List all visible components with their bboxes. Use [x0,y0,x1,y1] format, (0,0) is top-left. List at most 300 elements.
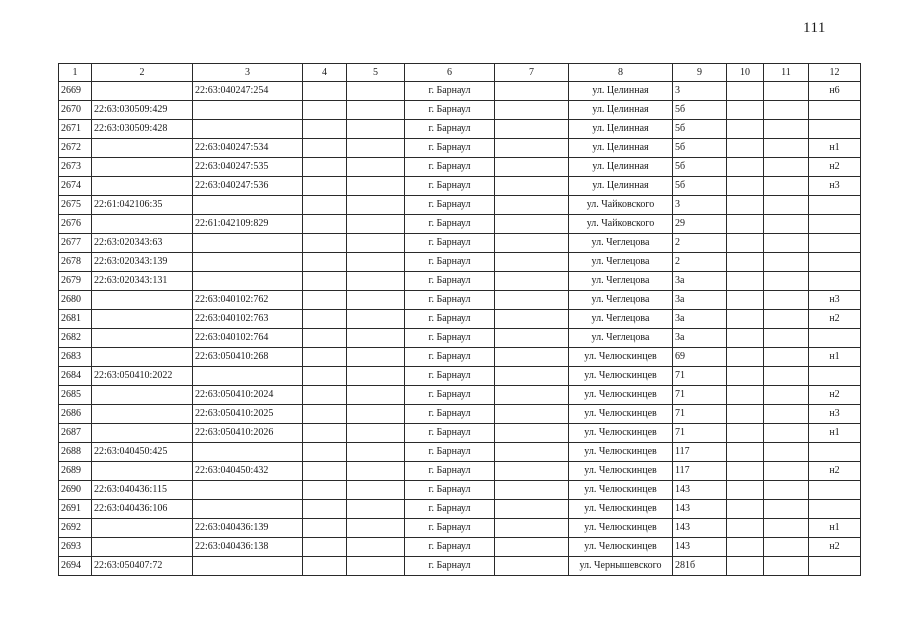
column-10-cell [727,120,764,139]
street-cell: ул. Чеглецова [569,329,673,348]
cadastral-number-secondary-cell: 22:63:040436:138 [193,538,303,557]
table-row [59,443,861,462]
cadastral-number-cell [92,82,193,101]
row-number-cell: 2673 [59,158,92,177]
table-row [59,424,861,443]
register-body [59,82,861,576]
column-11-cell [764,177,809,196]
row-number-cell: 2688 [59,443,92,462]
column-7-cell [495,481,569,500]
column-5-cell [347,481,405,500]
table-row [59,538,861,557]
house-number-cell: 281б [673,557,727,576]
column-10-cell [727,253,764,272]
street-cell: ул. Чернышевского [569,557,673,576]
column-10-cell [727,177,764,196]
column-4-cell [303,329,347,348]
city-cell: г. Барнаул [405,462,495,481]
city-cell: г. Барнаул [405,120,495,139]
column-header: 3 [193,64,303,82]
column-4-cell [303,101,347,120]
table-row [59,215,861,234]
column-5-cell [347,215,405,234]
column-4-cell [303,177,347,196]
column-7-cell [495,253,569,272]
column-7-cell [495,386,569,405]
row-number-cell: 2675 [59,196,92,215]
column-5-cell [347,253,405,272]
note-cell [809,253,861,272]
column-5-cell [347,158,405,177]
column-11-cell [764,82,809,101]
house-number-cell: 3а [673,291,727,310]
table-row [59,386,861,405]
cadastral-number-cell: 22:63:020343:131 [92,272,193,291]
house-number-cell: 3а [673,329,727,348]
house-number-cell: 3 [673,196,727,215]
column-11-cell [764,215,809,234]
column-11-cell [764,253,809,272]
house-number-cell: 29 [673,215,727,234]
cadastral-number-cell: 22:61:042106:35 [92,196,193,215]
column-4-cell [303,405,347,424]
city-cell: г. Барнаул [405,348,495,367]
city-cell: г. Барнаул [405,215,495,234]
city-cell: г. Барнаул [405,101,495,120]
column-4-cell [303,139,347,158]
row-number-cell: 2679 [59,272,92,291]
cadastral-number-cell: 22:63:020343:139 [92,253,193,272]
column-5-cell [347,329,405,348]
cadastral-number-cell: 22:63:050407:72 [92,557,193,576]
cadastral-number-cell [92,291,193,310]
column-4-cell [303,462,347,481]
cadastral-number-secondary-cell [193,101,303,120]
street-cell: ул. Чеглецова [569,253,673,272]
table-row [59,120,861,139]
city-cell: г. Барнаул [405,291,495,310]
note-cell [809,481,861,500]
column-10-cell [727,367,764,386]
column-5-cell [347,367,405,386]
column-header: 12 [809,64,861,82]
column-7-cell [495,348,569,367]
column-4-cell [303,500,347,519]
house-number-cell: 143 [673,500,727,519]
column-10-cell [727,462,764,481]
note-cell: н3 [809,177,861,196]
note-cell: н1 [809,424,861,443]
note-cell: н3 [809,291,861,310]
cadastral-number-secondary-cell: 22:63:050410:2025 [193,405,303,424]
cadastral-number-secondary-cell: 22:63:040450:432 [193,462,303,481]
house-number-cell: 71 [673,405,727,424]
column-5-cell [347,101,405,120]
city-cell: г. Барнаул [405,82,495,101]
table-row [59,82,861,101]
column-header: 8 [569,64,673,82]
column-7-cell [495,139,569,158]
cadastral-number-cell [92,310,193,329]
row-number-cell: 2677 [59,234,92,253]
column-5-cell [347,405,405,424]
note-cell: н2 [809,158,861,177]
cadastral-number-cell [92,158,193,177]
column-header: 1 [59,64,92,82]
row-number-cell: 2689 [59,462,92,481]
column-5-cell [347,462,405,481]
city-cell: г. Барнаул [405,405,495,424]
note-cell [809,234,861,253]
column-11-cell [764,386,809,405]
city-cell: г. Барнаул [405,272,495,291]
column-4-cell [303,424,347,443]
row-number-cell: 2684 [59,367,92,386]
city-cell: г. Барнаул [405,139,495,158]
column-7-cell [495,82,569,101]
column-4-cell [303,310,347,329]
row-number-cell: 2692 [59,519,92,538]
table-row [59,310,861,329]
house-number-cell: 117 [673,443,727,462]
column-7-cell [495,367,569,386]
cadastral-number-secondary-cell [193,234,303,253]
note-cell [809,367,861,386]
column-5-cell [347,234,405,253]
city-cell: г. Барнаул [405,481,495,500]
cadastral-number-cell [92,386,193,405]
column-10-cell [727,557,764,576]
house-number-cell: 71 [673,386,727,405]
column-10-cell [727,82,764,101]
column-4-cell [303,291,347,310]
cadastral-number-secondary-cell [193,120,303,139]
cadastral-number-secondary-cell [193,557,303,576]
column-11-cell [764,462,809,481]
column-11-cell [764,424,809,443]
cadastral-number-secondary-cell: 22:63:040247:536 [193,177,303,196]
row-number-cell: 2690 [59,481,92,500]
table-row [59,158,861,177]
table-row [59,481,861,500]
column-11-cell [764,538,809,557]
house-number-cell: 2 [673,234,727,253]
street-cell: ул. Челюскинцев [569,348,673,367]
column-header: 11 [764,64,809,82]
column-11-cell [764,557,809,576]
city-cell: г. Барнаул [405,177,495,196]
column-4-cell [303,481,347,500]
column-11-cell [764,101,809,120]
city-cell: г. Барнаул [405,424,495,443]
cadastral-number-secondary-cell: 22:61:042109:829 [193,215,303,234]
table-row [59,101,861,120]
cadastral-number-secondary-cell [193,500,303,519]
column-5-cell [347,196,405,215]
city-cell: г. Барнаул [405,557,495,576]
column-5-cell [347,500,405,519]
street-cell: ул. Челюскинцев [569,500,673,519]
column-4-cell [303,443,347,462]
column-5-cell [347,177,405,196]
row-number-cell: 2672 [59,139,92,158]
cadastral-number-secondary-cell: 22:63:050410:2026 [193,424,303,443]
cadastral-number-secondary-cell [193,367,303,386]
column-7-cell [495,519,569,538]
row-number-cell: 2669 [59,82,92,101]
street-cell: ул. Целинная [569,139,673,158]
note-cell: н2 [809,538,861,557]
row-number-cell: 2685 [59,386,92,405]
column-4-cell [303,519,347,538]
cadastral-number-cell: 22:63:040436:106 [92,500,193,519]
column-10-cell [727,158,764,177]
column-7-cell [495,329,569,348]
column-5-cell [347,348,405,367]
column-7-cell [495,291,569,310]
column-11-cell [764,158,809,177]
table-row [59,462,861,481]
row-number-cell: 2671 [59,120,92,139]
column-5-cell [347,443,405,462]
cadastral-number-secondary-cell: 22:63:040102:763 [193,310,303,329]
table-row [59,139,861,158]
cadastral-number-secondary-cell: 22:63:040102:764 [193,329,303,348]
column-5-cell [347,291,405,310]
column-4-cell [303,367,347,386]
column-11-cell [764,120,809,139]
column-4-cell [303,158,347,177]
column-10-cell [727,443,764,462]
column-4-cell [303,215,347,234]
column-11-cell [764,367,809,386]
column-7-cell [495,120,569,139]
cadastral-number-cell: 22:63:040450:425 [92,443,193,462]
column-4-cell [303,272,347,291]
house-number-cell: 5б [673,158,727,177]
street-cell: ул. Целинная [569,177,673,196]
note-cell: н3 [809,405,861,424]
street-cell: ул. Челюскинцев [569,424,673,443]
column-7-cell [495,158,569,177]
note-cell: н6 [809,82,861,101]
note-cell: н1 [809,348,861,367]
column-7-cell [495,500,569,519]
column-11-cell [764,196,809,215]
cadastral-number-cell [92,215,193,234]
column-10-cell [727,215,764,234]
column-7-cell [495,424,569,443]
street-cell: ул. Челюскинцев [569,538,673,557]
city-cell: г. Барнаул [405,367,495,386]
column-4-cell [303,196,347,215]
cadastral-number-cell: 22:63:020343:63 [92,234,193,253]
street-cell: ул. Целинная [569,158,673,177]
column-11-cell [764,291,809,310]
table-row [59,329,861,348]
cadastral-number-cell [92,177,193,196]
street-cell: ул. Целинная [569,82,673,101]
column-10-cell [727,519,764,538]
street-cell: ул. Целинная [569,101,673,120]
column-11-cell [764,519,809,538]
column-4-cell [303,348,347,367]
house-number-cell: 5б [673,120,727,139]
column-5-cell [347,557,405,576]
street-cell: ул. Челюскинцев [569,519,673,538]
cadastral-number-secondary-cell [193,272,303,291]
column-5-cell [347,139,405,158]
cadastral-number-secondary-cell [193,481,303,500]
cadastral-number-cell [92,329,193,348]
house-number-cell: 5б [673,101,727,120]
city-cell: г. Барнаул [405,234,495,253]
column-10-cell [727,101,764,120]
column-7-cell [495,310,569,329]
column-7-cell [495,405,569,424]
row-number-cell: 2686 [59,405,92,424]
note-cell: н1 [809,139,861,158]
row-number-cell: 2670 [59,101,92,120]
column-11-cell [764,443,809,462]
column-10-cell [727,386,764,405]
column-5-cell [347,310,405,329]
column-10-cell [727,310,764,329]
house-number-cell: 117 [673,462,727,481]
row-number-cell: 2674 [59,177,92,196]
house-number-cell: 71 [673,367,727,386]
house-number-cell: 71 [673,424,727,443]
row-number-cell: 2680 [59,291,92,310]
column-header: 5 [347,64,405,82]
street-cell: ул. Чайковского [569,196,673,215]
cadastral-number-secondary-cell: 22:63:050410:268 [193,348,303,367]
column-10-cell [727,272,764,291]
row-number-cell: 2682 [59,329,92,348]
house-number-cell: 3а [673,310,727,329]
cadastral-number-secondary-cell [193,196,303,215]
column-7-cell [495,234,569,253]
cadastral-number-cell [92,519,193,538]
table-row [59,367,861,386]
house-number-cell: 143 [673,481,727,500]
city-cell: г. Барнаул [405,500,495,519]
column-5-cell [347,272,405,291]
table-row [59,519,861,538]
column-header: 7 [495,64,569,82]
house-number-cell: 5б [673,177,727,196]
column-header: 9 [673,64,727,82]
house-number-cell: 2 [673,253,727,272]
cadastral-number-cell [92,424,193,443]
city-cell: г. Барнаул [405,329,495,348]
column-7-cell [495,196,569,215]
row-number-cell: 2681 [59,310,92,329]
row-number-cell: 2694 [59,557,92,576]
column-10-cell [727,196,764,215]
column-header: 6 [405,64,495,82]
street-cell: ул. Челюскинцев [569,481,673,500]
cadastral-number-secondary-cell [193,443,303,462]
column-header: 2 [92,64,193,82]
house-number-cell: 3 [673,82,727,101]
note-cell [809,329,861,348]
house-number-cell: 5б [673,139,727,158]
note-cell: н2 [809,386,861,405]
row-number-cell: 2687 [59,424,92,443]
column-11-cell [764,272,809,291]
column-10-cell [727,481,764,500]
cadastral-number-cell: 22:63:030509:428 [92,120,193,139]
column-7-cell [495,215,569,234]
column-5-cell [347,424,405,443]
table-row [59,177,861,196]
street-cell: ул. Челюскинцев [569,462,673,481]
column-7-cell [495,462,569,481]
column-4-cell [303,538,347,557]
city-cell: г. Барнаул [405,196,495,215]
column-7-cell [495,101,569,120]
row-number-cell: 2683 [59,348,92,367]
house-number-cell: 69 [673,348,727,367]
column-11-cell [764,139,809,158]
column-10-cell [727,348,764,367]
register-table [58,63,861,576]
column-4-cell [303,82,347,101]
row-number-cell: 2678 [59,253,92,272]
column-11-cell [764,348,809,367]
column-10-cell [727,139,764,158]
city-cell: г. Барнаул [405,386,495,405]
street-cell: ул. Целинная [569,120,673,139]
row-number-cell: 2676 [59,215,92,234]
table-row [59,348,861,367]
cadastral-number-cell [92,405,193,424]
cadastral-number-cell [92,139,193,158]
column-5-cell [347,82,405,101]
street-cell: ул. Чеглецова [569,310,673,329]
column-4-cell [303,557,347,576]
note-cell [809,500,861,519]
city-cell: г. Барнаул [405,310,495,329]
column-11-cell [764,329,809,348]
cadastral-number-cell: 22:63:030509:429 [92,101,193,120]
street-cell: ул. Чеглецова [569,272,673,291]
city-cell: г. Барнаул [405,253,495,272]
column-4-cell [303,120,347,139]
column-5-cell [347,120,405,139]
city-cell: г. Барнаул [405,158,495,177]
column-11-cell [764,481,809,500]
cadastral-number-secondary-cell: 22:63:040247:535 [193,158,303,177]
column-5-cell [347,519,405,538]
cadastral-number-secondary-cell: 22:63:050410:2024 [193,386,303,405]
street-cell: ул. Челюскинцев [569,367,673,386]
column-header: 10 [727,64,764,82]
note-cell [809,120,861,139]
cadastral-number-secondary-cell: 22:63:040247:254 [193,82,303,101]
column-7-cell [495,272,569,291]
row-number-cell: 2693 [59,538,92,557]
column-5-cell [347,386,405,405]
city-cell: г. Барнаул [405,443,495,462]
street-cell: ул. Чеглецова [569,234,673,253]
column-5-cell [347,538,405,557]
table-row [59,291,861,310]
column-4-cell [303,253,347,272]
column-10-cell [727,405,764,424]
table-row [59,234,861,253]
